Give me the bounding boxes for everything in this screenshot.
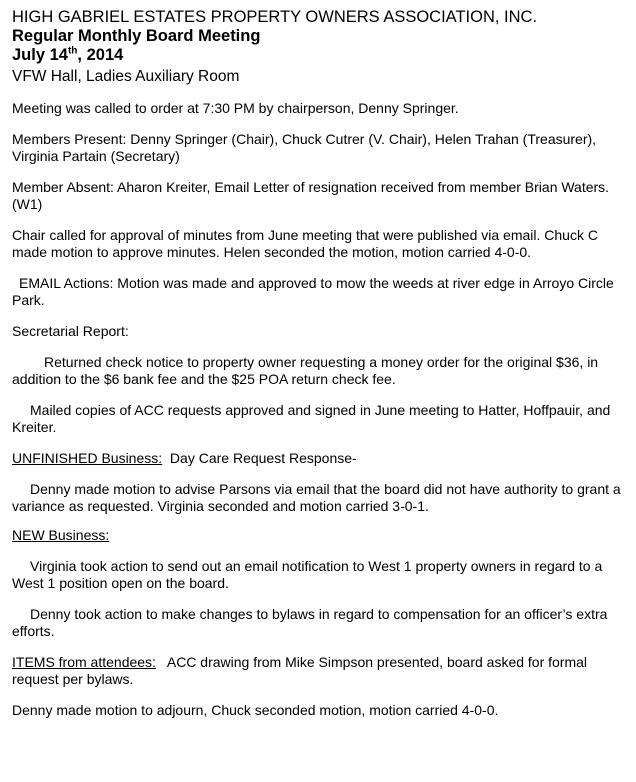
new-business-label: NEW Business: <box>12 527 110 543</box>
secretarial-heading: Secretarial Report: <box>12 323 129 339</box>
call-to-order: Meeting was called to order at 7:30 PM by chairperson, Denny Springer. <box>12 100 459 116</box>
adjournment: Denny made motion to adjourn, Chuck seconded motion, motion carried 4-0-0. <box>12 702 499 718</box>
minutes-approval: Chair called for approval of minutes from June meeting that were published via email. Chuck C made motion to approve minutes. Helen seconded the motion, motion carried 4-0-0. <box>12 227 598 260</box>
new-business-item: Virginia took action to send out an email notification to West 1 property owners in regard to a West 1 position open on the board. <box>12 558 603 591</box>
new-business-item: Denny took action to make changes to bylaws in regard to compensation for an officer’s extra efforts. <box>12 606 608 639</box>
meeting-location: VFW Hall, Ladies Auxiliary Room <box>12 68 240 85</box>
date-year: , 2014 <box>77 46 124 64</box>
document-header <box>12 8 622 86</box>
new-business <box>12 527 622 544</box>
member-absent: Member Absent: Aharon Kreiter, Email Letter of resignation received from member Brian Waters. (W1) <box>12 179 610 212</box>
unfinished-text: Day Care Request Response- <box>162 450 357 466</box>
date-main: July 14 <box>12 46 68 64</box>
unfinished-item: Denny made motion to advise Parsons via email that the board did not have authority to grant a variance as requested. Virginia seconded and motion carried 3-0-1. <box>12 481 621 514</box>
organization-title: HIGH GABRIEL ESTATES PROPERTY OWNERS ASSOCIATION, INC. <box>12 8 538 26</box>
secretarial-item: Returned check notice to property owner requesting a money order for the original $36, in addition to the $6 bank fee and the $25 POA return check fee. <box>12 354 599 387</box>
attendee-items <box>12 654 622 688</box>
secretarial-item: Mailed copies of ACC requests approved and signed in June meeting to Hatter, Hoffpauir, and Kreiter. <box>12 402 611 435</box>
members-present: Members Present: Denny Springer (Chair), Chuck Cutrer (V. Chair), Helen Trahan (Treasurer), Virginia Partain (Secretary) <box>12 131 597 164</box>
attendees-label: ITEMS from attendees: <box>12 654 156 670</box>
email-actions: EMAIL Actions: Motion was made and approved to mow the weeds at river edge in Arroyo Circle Park. <box>12 275 614 308</box>
meeting-date <box>12 46 622 65</box>
meeting-type: Regular Monthly Board Meeting <box>12 27 261 45</box>
date-suffix: th <box>67 45 78 57</box>
unfinished-business <box>12 450 622 467</box>
attendees-text: ACC drawing from Mike Simpson presented, board asked for formal request per bylaws. <box>12 654 591 687</box>
unfinished-label: UNFINISHED Business: <box>12 450 163 466</box>
minutes-document <box>12 8 622 719</box>
